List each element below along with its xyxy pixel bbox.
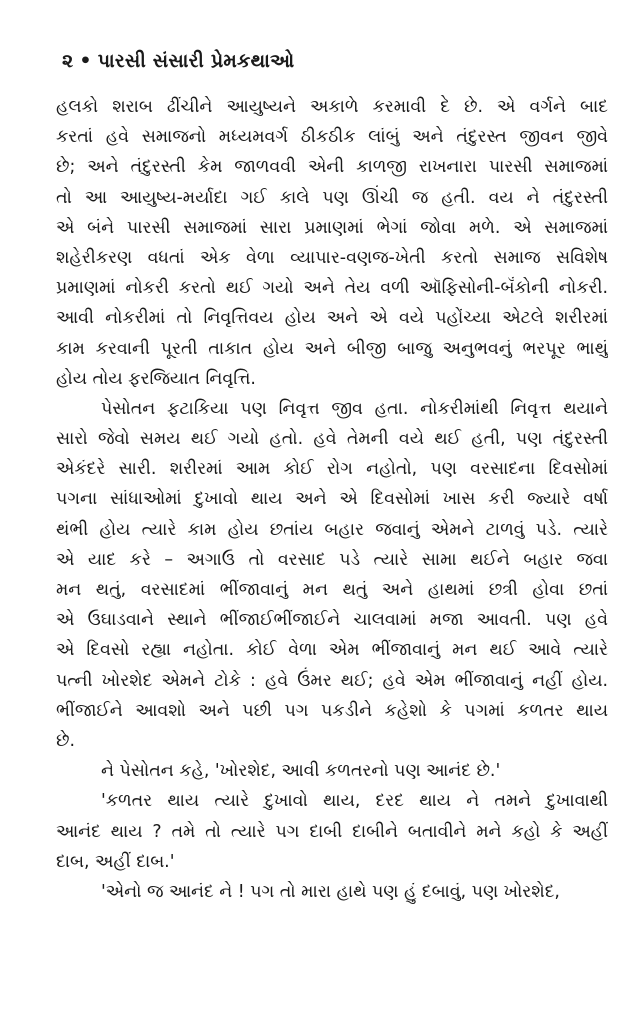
paragraph	[56, 92, 608, 394]
text-line: એકંદરે સારી. શરીરમાં આમ કોઈ રોગ નહોતો, પણ વરસાદના દિવસોમાં	[56, 459, 608, 480]
text-line: પગના સાંધાઓમાં દુખાવો થાય અને એ દિવસોમાં ખાસ કરી જ્યારે વર્ષા	[56, 489, 608, 510]
text-line: હલકો શરાબ ઢીંચીને આયુષ્યને અકાળે કરમાવી દે છે. એ વર્ગને બાદ	[56, 97, 608, 117]
text-line: હોય તોય ફરજિયાત નિવૃત્તિ.	[56, 368, 256, 389]
text-line: 'કળતર થાય ત્યારે દુખાવો થાય, દરદ થાય ને તમને દુખાવાથી	[101, 791, 608, 812]
header-bullet: •	[79, 50, 92, 72]
paragraph	[56, 877, 608, 907]
text-line: ભીંજાઈને આવશો અને પછી પગ પકડીને કહેશો કે પગમાં કળતર થાય	[56, 700, 608, 721]
text-line: પત્ની ખોરશેદ એમને ટોકે : હવે ઉંમર થઈ; હવે એમ ભીંજાવાનું નહીં હોય.	[56, 670, 608, 691]
text-line: એ ઉઘાડવાને સ્થાને ભીંજાઈભીંજાઈને ચાલવામાં મજા આવતી. પણ હવે	[56, 610, 608, 631]
text-line: છે.	[56, 730, 75, 751]
text-line: 'એનો જ આનંદ ને ! પગ તો મારા હાથે પણ હું દબાવું, પણ ખોરશેદ,	[101, 881, 560, 902]
text-line: પેસોતન ફટાકિયા પણ નિવૃત્ત જીવ હતા. નોકરીમાંથી નિવૃત્ત થયાને	[101, 398, 608, 419]
text-line: એ યાદ કરે – અગાઉ તો વરસાદ પડે ત્યારે સામા થઈને બહાર જવા	[56, 549, 608, 570]
text-line: મન થતું, વરસાદમાં ભીંજાવાનું મન થતું અને હાથમાં છત્રી હોવા છતાં	[56, 580, 608, 600]
running-head	[62, 50, 294, 72]
text-line: એ દિવસો રહ્યા નહોતા. કોઈ વેળા એમ ભીંજાવાનું મન થઈ આવે ત્યારે	[56, 640, 608, 661]
text-line: ને પેસોતન કહે, 'ખોરશેદ, આવી કળતરનો પણ આનંદ છે.'	[101, 761, 501, 782]
body-text	[56, 92, 608, 907]
text-line: આનંદ થાય ? તમે તો ત્યારે પગ દાબી દાબીને બતાવીને મને કહો કે અહીં	[56, 821, 608, 842]
paragraph	[56, 394, 608, 756]
text-line: સારો જેવો સમય થઈ ગયો હતો. હવે તેમની વયે થઈ હતી, પણ તંદુરસ્તી	[56, 429, 608, 450]
text-line: છે; અને તંદુરસ્તી કેમ જાળવવી એની કાળજી રાખનારા પારસી સમાજમાં	[56, 157, 608, 178]
text-line: પ્રમાણમાં નોકરી કરતો થઈ ગયો અને તેય વળી ઑફિસોની-બૅંકોની નોકરી.	[56, 278, 608, 299]
page-number: ૨	[62, 50, 74, 72]
text-line: શહેરીકરણ વધતાં એક વેળા વ્યાપાર-વણજ-ખેતી કરતો સમાજ સવિશેષ	[56, 247, 608, 268]
text-line: એ બંને પારસી સમાજમાં સારા પ્રમાણમાં ભેગાં જોવા મળે. એ સમાજમાં	[56, 217, 608, 238]
paragraph	[56, 786, 608, 877]
paragraph	[56, 756, 608, 786]
book-title: પારસી સંસારી પ્રેમકથાઓ	[97, 50, 295, 72]
text-line: દાબ, અહીં દાબ.'	[56, 851, 175, 872]
text-line: કામ કરવાની પૂરતી તાકાત હોય અને બીજી બાજુ અનુભવનું ભરપૂર ભાથું	[56, 338, 608, 359]
text-line: તો આ આયુષ્ય-મર્યાદા ગઈ કાલે પણ ઊંચી જ હતી. વય ને તંદુરસ્તી	[56, 187, 608, 208]
text-line: કરતાં હવે સમાજનો મધ્યમવર્ગ ઠીકઠીક લાંબું અને તંદુરસ્ત જીવન જીવે	[56, 127, 608, 148]
text-line: થંભી હોય ત્યારે કામ હોય છતાંય બહાર જવાનું એમને ટાળવું પડે. ત્યારે	[56, 519, 608, 540]
text-line: આવી નોકરીમાં તો નિવૃત્તિવય હોય અને એ વયે પહોંચ્યા એટલે શરીરમાં	[56, 308, 608, 329]
